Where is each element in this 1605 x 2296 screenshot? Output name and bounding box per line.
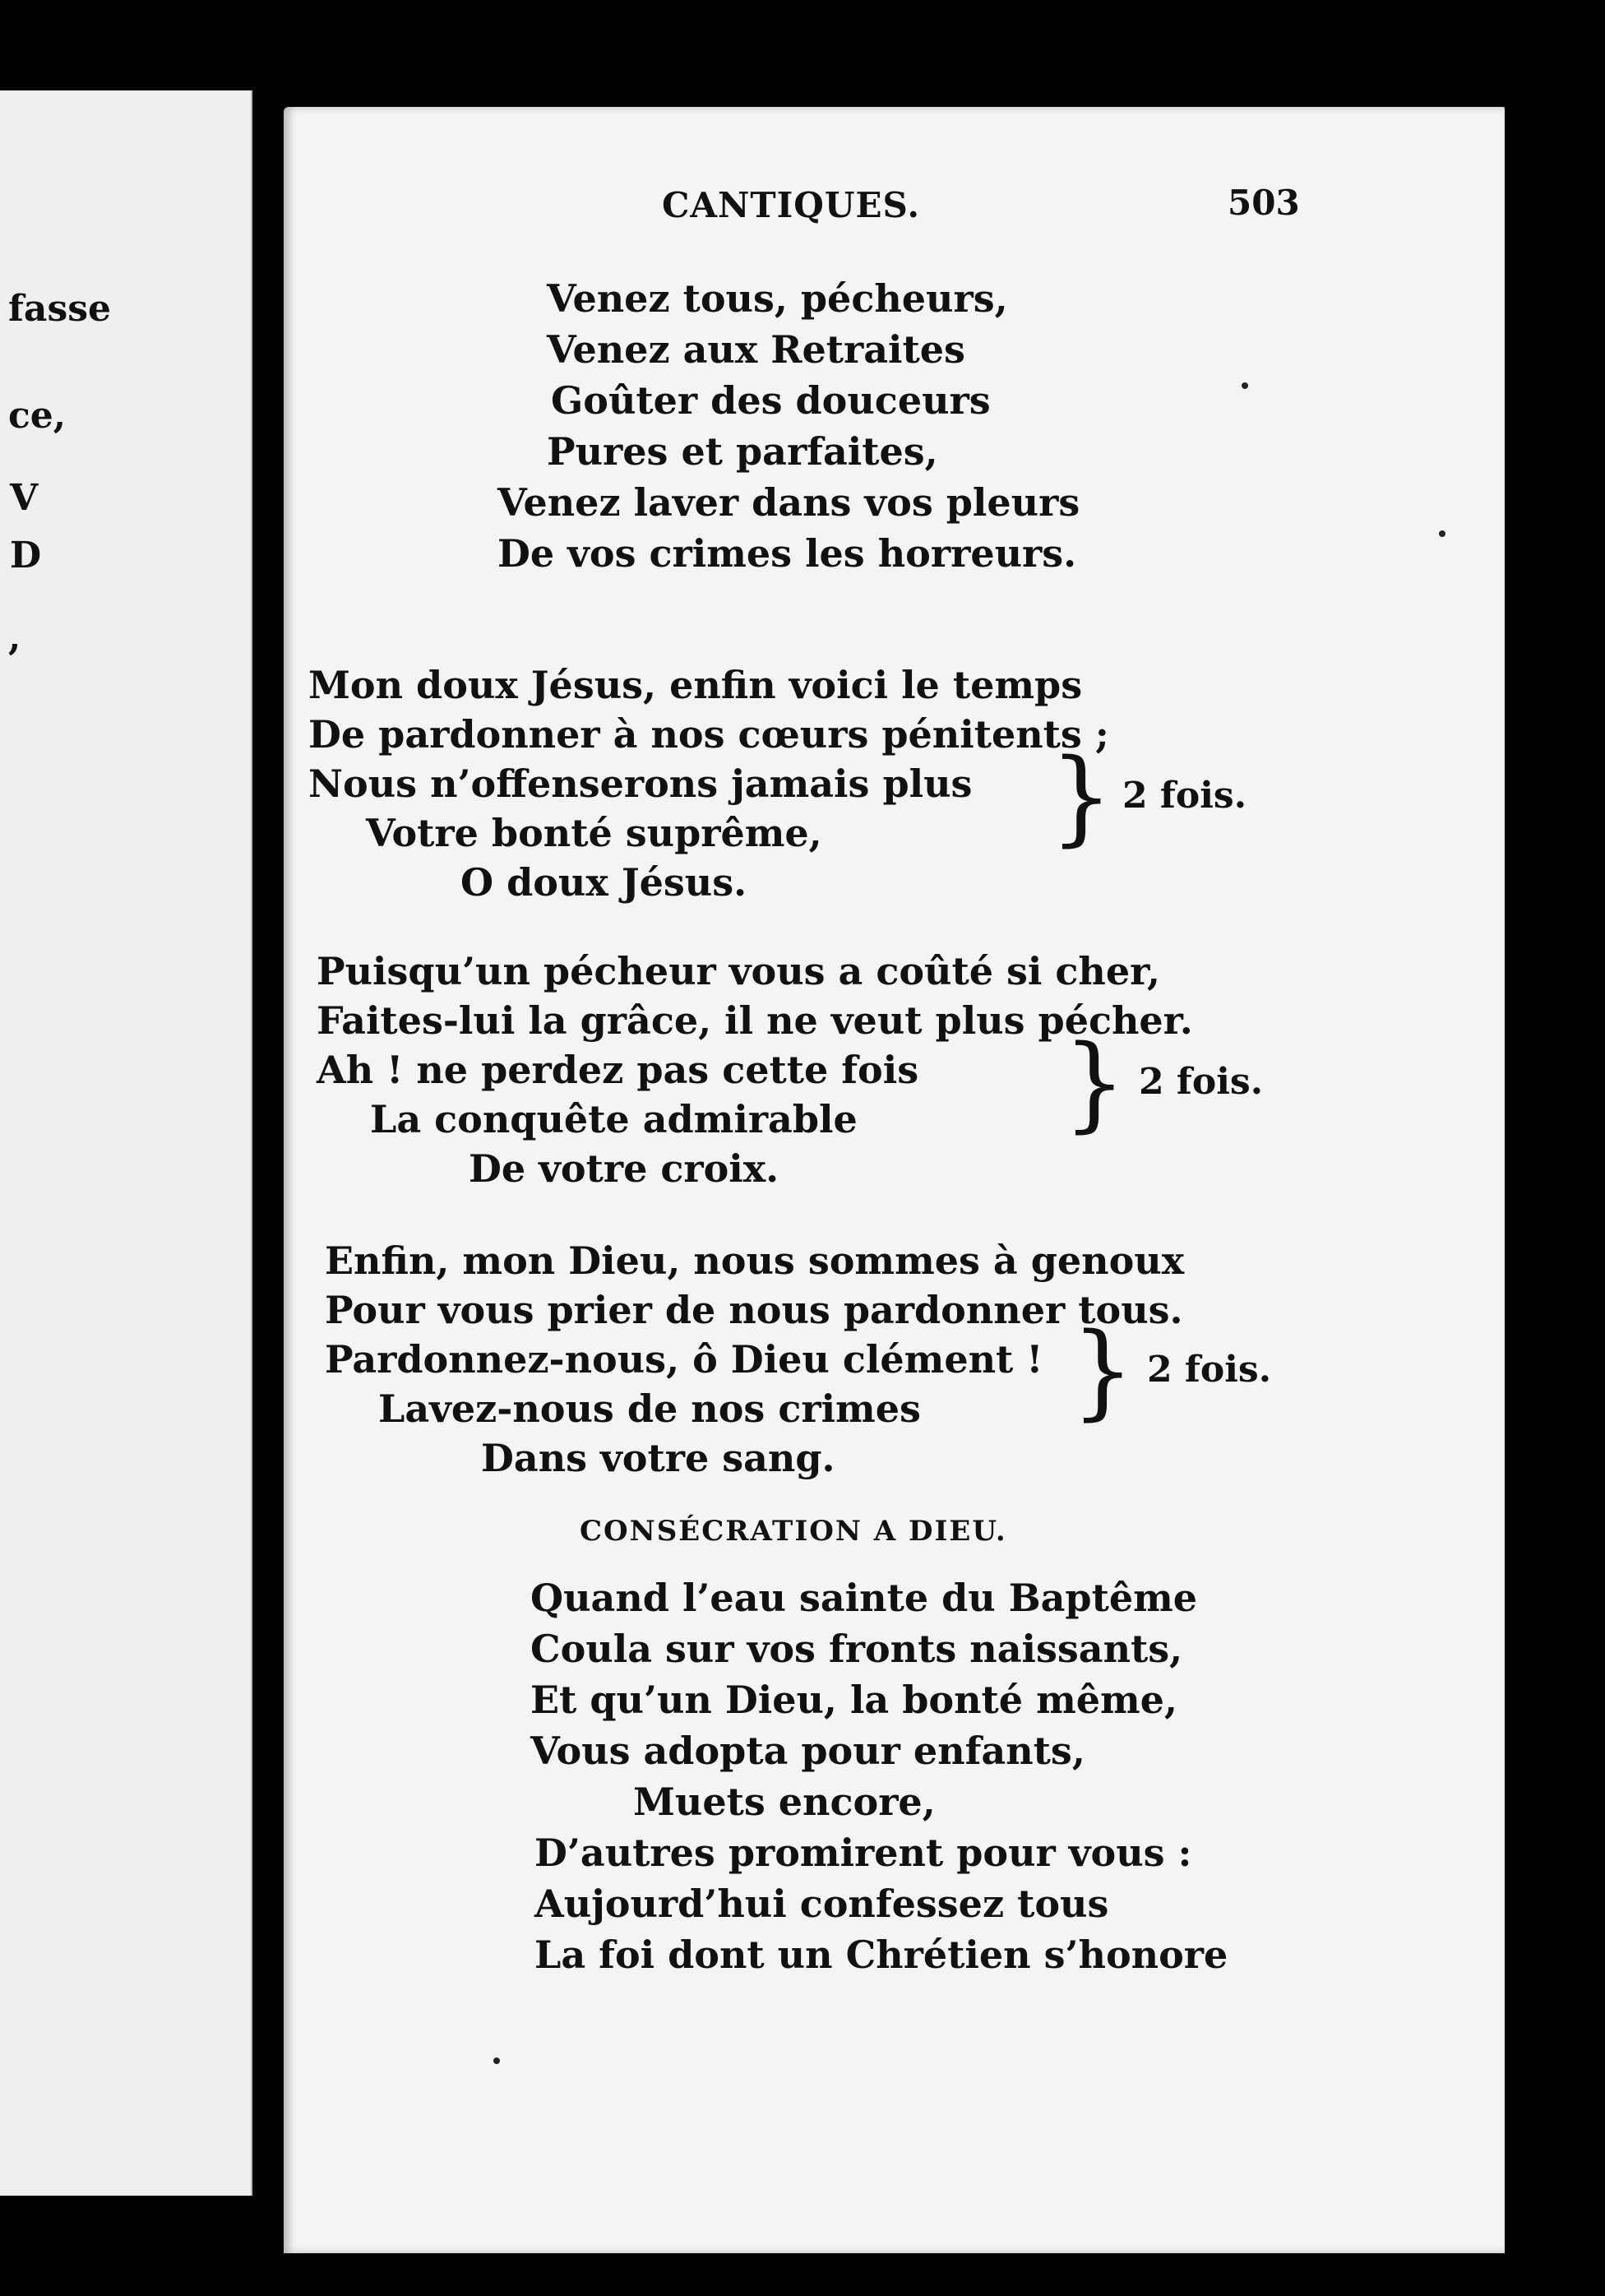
stanza-3-repeat: 2 fois. (1139, 1061, 1264, 1103)
stanza-3-line-1: Puisqu’un pécheur vous a coûté si cher, (317, 949, 1161, 993)
left-fragment-d: D (10, 535, 42, 576)
stanza-4-line-3: Pardonnez-nous, ô Dieu clément ! (325, 1337, 1043, 1382)
section-line-7: Aujourd’hui confessez tous (534, 1882, 1109, 1926)
section-line-8: La foi dont un Chrétien s’honore (534, 1933, 1228, 1977)
stanza-4-brace: } (1071, 1311, 1135, 1432)
stanza-2-line-3: Nous n’offenserons jamais plus (308, 761, 973, 806)
stanza-2-line-5: O doux Jésus. (460, 860, 747, 905)
stanza-2-brace: } (1050, 737, 1113, 858)
ink-speck (1439, 530, 1445, 537)
stanza-2-line-2: De pardonner à nos cœurs pénitents ; (308, 712, 1109, 757)
left-fragment-comma: , (8, 617, 21, 659)
left-fragment-fasse: fasse (8, 288, 111, 330)
stanza-3-brace: } (1063, 1023, 1126, 1144)
section-line-2: Coula sur vos fronts naissants, (530, 1627, 1183, 1671)
section-line-3: Et qu’un Dieu, la bonté même, (530, 1678, 1177, 1722)
stanza-1-line-5: Venez laver dans vos pleurs (497, 480, 1080, 525)
main-page (284, 107, 1505, 2253)
stanza-3-line-3: Ah ! ne perdez pas cette fois (317, 1048, 919, 1092)
stanza-3-line-4: La conquête admirable (370, 1097, 858, 1141)
stanza-2-line-1: Mon doux Jésus, enfin voici le temps (308, 663, 1083, 707)
stanza-3-line-5: De votre croix. (469, 1146, 779, 1191)
section-line-4: Vous adopta pour enfants, (530, 1729, 1085, 1773)
section-line-5: Muets encore, (633, 1780, 936, 1824)
ink-speck (493, 2058, 500, 2064)
stanza-1-line-1: Venez tous, pécheurs, (547, 276, 1008, 321)
stanza-1-line-3: Goûter des douceurs (551, 378, 991, 423)
stanza-4-line-5: Dans votre sang. (481, 1436, 835, 1480)
section-heading: CONSÉCRATION A DIEU. (580, 1515, 1007, 1548)
page-header-title: CANTIQUES. (662, 185, 920, 225)
section-line-6: D’autres promirent pour vous : (534, 1831, 1192, 1875)
stanza-3-line-2: Faites-lui la grâce, il ne veut plus pécher. (317, 998, 1193, 1043)
stanza-1-line-4: Pures et parfaites, (547, 429, 938, 474)
stanza-4-line-4: Lavez-nous de nos crimes (378, 1386, 921, 1431)
left-fragment-v: V (10, 477, 39, 519)
stanza-2-line-4: Votre bonté suprême, (366, 811, 822, 855)
ink-speck (1242, 382, 1248, 389)
stanza-1-line-6: De vos crimes les horreurs. (497, 531, 1077, 576)
section-line-1: Quand l’eau sainte du Baptême (530, 1576, 1198, 1620)
left-page-edge (0, 90, 252, 2196)
stanza-4-repeat: 2 fois. (1147, 1349, 1272, 1391)
stanza-4-line-2: Pour vous prier de nous pardonner tous. (325, 1288, 1183, 1332)
page-number: 503 (1228, 183, 1300, 223)
stanza-1-line-2: Venez aux Retraites (547, 327, 965, 372)
stanza-4-line-1: Enfin, mon Dieu, nous sommes à genoux (325, 1238, 1185, 1283)
left-fragment-ce: ce, (8, 395, 67, 437)
stanza-2-repeat: 2 fois. (1122, 775, 1247, 817)
